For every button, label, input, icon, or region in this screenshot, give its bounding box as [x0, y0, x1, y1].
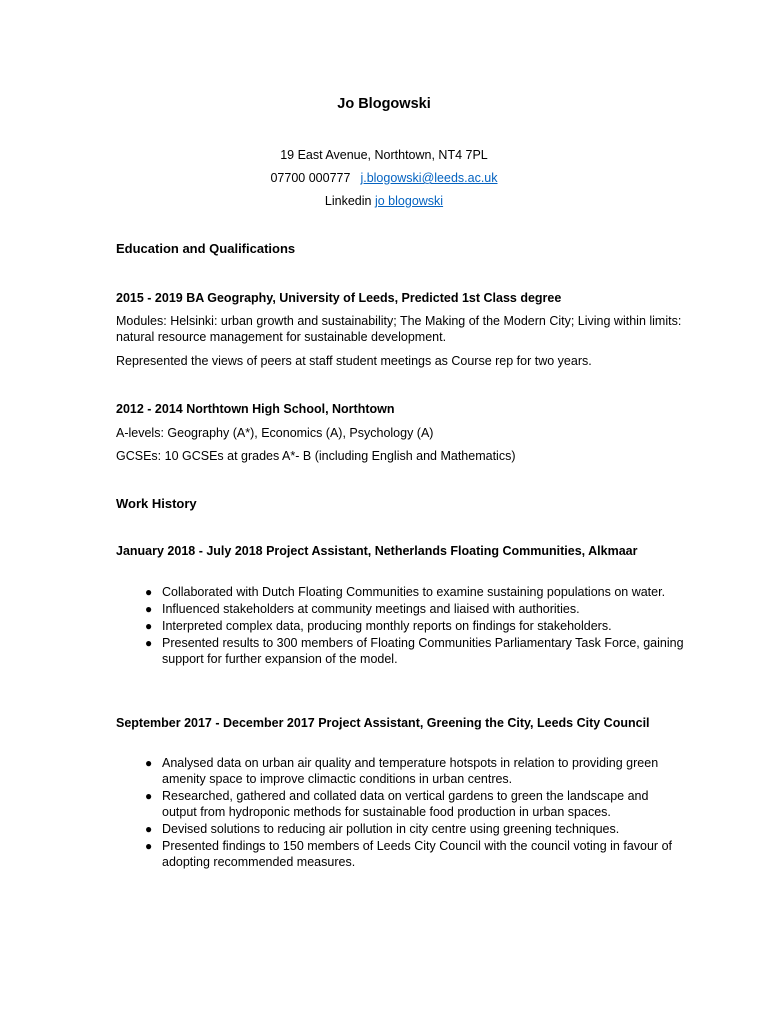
work-history-heading: Work History [116, 496, 197, 511]
linkedin-link[interactable]: jo blogowski [374, 194, 444, 208]
bullet-icon: ● [145, 789, 153, 803]
bullet-icon: ● [145, 602, 153, 616]
list-item [116, 838, 686, 870]
list-item [116, 584, 686, 600]
list-item [116, 788, 686, 820]
bullet-icon: ● [145, 822, 153, 836]
bullet-text: Analysed data on urban air quality and temperature hotspots in relation to providing green amenity space to improve climactic conditions in urban centres. [162, 756, 659, 786]
contact-line [0, 170, 768, 186]
bullet-icon: ● [145, 839, 153, 853]
job-title: January 2018 - July 2018 Project Assistant, Netherlands Floating Communities, Alkmaar [116, 544, 638, 558]
bullet-text: Presented findings to 150 members of Leeds City Council with the council voting in favour of adopting recommended measures. [162, 839, 672, 869]
job-title: September 2017 - December 2017 Project Assistant, Greening the City, Leeds City Council [116, 716, 650, 730]
bullet-icon: ● [145, 636, 153, 650]
linkedin-label: Linkedin [324, 194, 372, 208]
degree-line: 2015 - 2019 BA Geography, University of Leeds, Predicted 1st Class degree [116, 291, 562, 305]
linkedin-line [0, 193, 768, 209]
list-item [116, 601, 686, 617]
bullet-text: Interpreted complex data, producing monthly reports on findings for stakeholders. [162, 619, 612, 633]
list-item [116, 755, 686, 787]
school-line: 2012 - 2014 Northtown High School, Northtown [116, 402, 395, 416]
gcses-text: GCSEs: 10 GCSEs at grades A*- B (including English and Mathematics) [116, 449, 516, 463]
bullet-text: Influenced stakeholders at community meetings and liaised with authorities. [162, 602, 580, 616]
modules-text: Modules: Helsinki: urban growth and sustainability; The Making of the Modern City; Living within limits: natural resource management for sustainable development. [116, 314, 682, 344]
bullet-text: Devised solutions to reducing air pollution in city centre using greening techniques. [162, 822, 620, 836]
email-link[interactable]: j.blogowski@leeds.ac.uk [360, 171, 498, 185]
job-bullet-list [116, 584, 686, 668]
alevels-text: A-levels: Geography (A*), Economics (A), Psychology (A) [116, 426, 434, 440]
bullet-text: Presented results to 300 members of Floating Communities Parliamentary Task Force, gaining support for further expansion of the model. [162, 636, 684, 666]
list-item [116, 618, 686, 634]
bullet-icon: ● [145, 756, 153, 770]
list-item [116, 821, 686, 837]
address-line: 19 East Avenue, Northtown, NT4 7PL [280, 148, 488, 162]
bullet-text: Collaborated with Dutch Floating Communities to examine sustaining populations on water. [162, 585, 666, 599]
bullet-icon: ● [145, 619, 153, 633]
bullet-text: Researched, gathered and collated data on vertical gardens to green the landscape and output from hydroponic methods for sustainable food production in urban spaces. [162, 789, 649, 819]
course-rep-text: Represented the views of peers at staff student meetings as Course rep for two years. [116, 354, 592, 368]
education-heading: Education and Qualifications [116, 241, 296, 256]
candidate-name: Jo Blogowski [337, 96, 431, 112]
job-bullet-list [116, 755, 686, 871]
bullet-icon: ● [145, 585, 153, 599]
phone-number: 07700 000777 [270, 171, 351, 185]
list-item [116, 635, 686, 667]
